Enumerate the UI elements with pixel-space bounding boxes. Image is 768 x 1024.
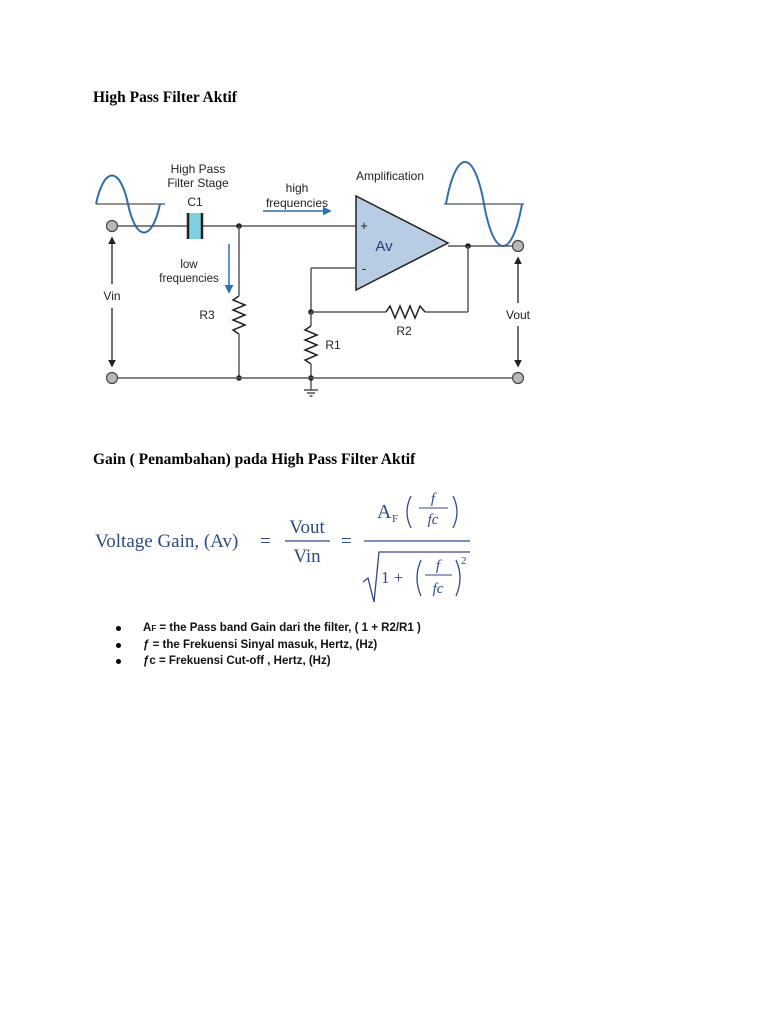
terminal-output-bottom (513, 373, 524, 384)
paren-left-top (407, 496, 411, 528)
terminal-output-top (513, 241, 524, 252)
label-stage-2: Filter Stage (167, 176, 229, 190)
label-c1: C1 (187, 195, 203, 209)
formula-numerator: Vout (289, 517, 325, 538)
label-r2: R2 (396, 324, 412, 338)
list-item (93, 653, 421, 670)
label-high-2: frequencies (265, 196, 329, 210)
terminal-input-top (107, 221, 118, 232)
bullet-term: ƒ (143, 638, 150, 651)
label-av: Av (375, 238, 393, 255)
formula-f-bottom: f (435, 558, 441, 574)
capacitor-c1 (188, 213, 202, 239)
definitions-list (93, 620, 421, 670)
formula-lhs: Voltage Gain, (Av) (95, 531, 239, 552)
bullet-dot (116, 626, 121, 631)
label-minus: - (361, 261, 367, 276)
resistor-r2 (386, 306, 425, 318)
bullet-dot (116, 659, 121, 664)
opamp-triangle (356, 196, 448, 290)
bullet-term: A (143, 622, 152, 634)
bullet-text: = Frekuensi Cut-off , Hertz, (Hz) (155, 655, 331, 667)
voltage-gain-formula (0, 480, 768, 610)
label-amplification: Amplification (355, 169, 425, 183)
formula-fc-top: fc (427, 512, 439, 528)
label-vout: Vout (505, 308, 531, 322)
formula-af: A (377, 501, 392, 523)
formula-af-sub: F (392, 513, 399, 525)
label-plus: + (360, 218, 368, 233)
resistor-r3 (233, 296, 245, 334)
formula-f-top: f (430, 491, 436, 507)
circuit-diagram (0, 0, 768, 420)
terminal-input-bottom (107, 373, 118, 384)
resistor-r1 (305, 326, 317, 364)
heading-gain: Gain ( Penambahan) pada High Pass Filter Aktif (93, 451, 416, 468)
heading-high-pass-filter: High Pass Filter Aktif (93, 89, 237, 106)
label-high-1: high (285, 181, 309, 195)
formula-denominator: Vin (293, 546, 321, 567)
list-item (93, 620, 421, 637)
label-r1: R1 (325, 338, 341, 352)
formula-equals-2: = (341, 531, 352, 552)
paren-left-bottom (417, 560, 421, 596)
ground-symbol (304, 390, 318, 396)
bullet-text: = the Pass band Gain dari the filter, ( 1 + R2/R1 ) (156, 622, 421, 634)
label-stage-1: High Pass (170, 162, 226, 176)
list-item (93, 637, 421, 654)
bullet-dot (116, 643, 121, 648)
paren-right-bottom (456, 560, 460, 596)
paren-right-top (453, 496, 457, 528)
bullet-term: ƒc (143, 655, 156, 667)
label-r3: R3 (199, 308, 215, 322)
label-vin: Vin (103, 289, 121, 303)
label-low-2: frequencies (159, 273, 219, 285)
label-low-1: low (180, 259, 198, 271)
bullet-text: = the Frekuensi Sinyal masuk, Hertz, (Hz) (149, 638, 378, 651)
formula-one-plus: 1 + (381, 568, 404, 587)
formula-equals-1: = (260, 531, 271, 552)
formula-exponent: 2 (461, 555, 467, 567)
formula-fc-bottom: fc (432, 581, 444, 597)
bullet-term-sub: F (151, 624, 157, 633)
